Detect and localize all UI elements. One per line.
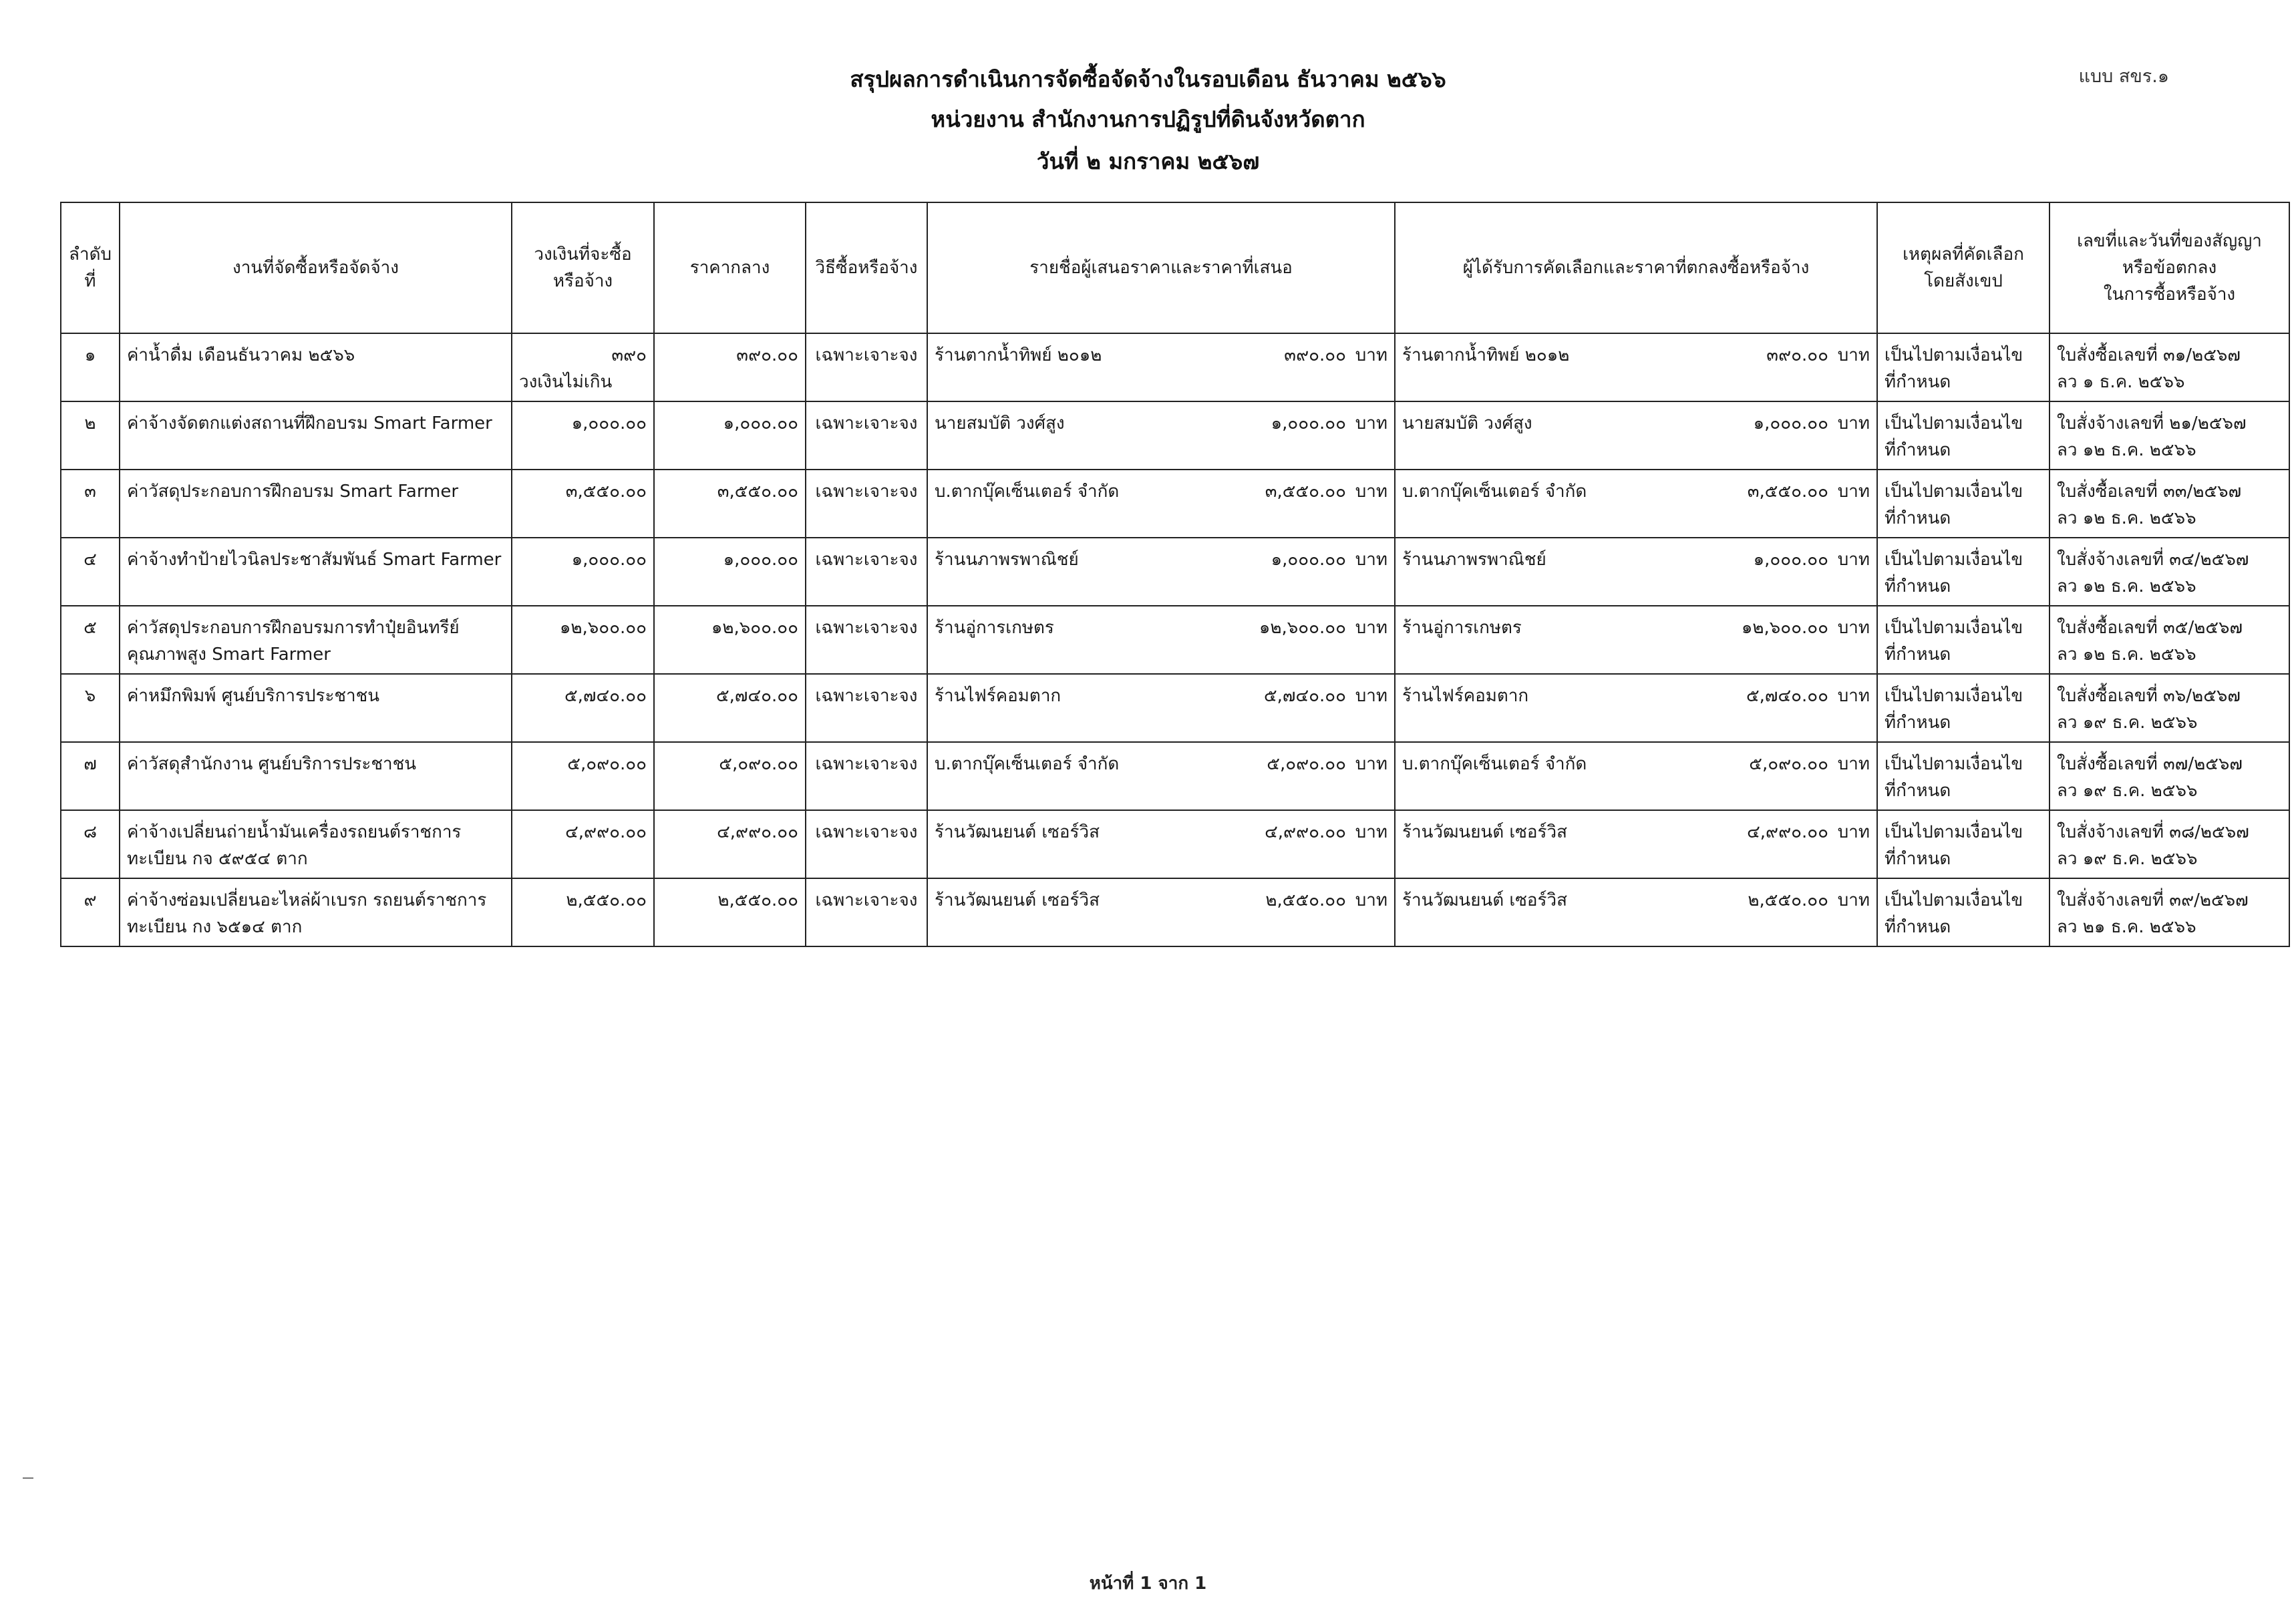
bidder-name: บ.ตากบุ๊คเซ็นเตอร์ จำกัด	[935, 754, 1120, 774]
procurement-item: ค่าจ้างซ่อมเปลี่ยนอะไหล่ผ้าเบรก รถยนต์ราชการ ทะเบียน กง ๖๕๑๔ ตาก	[120, 878, 512, 946]
winner-cell	[1395, 538, 1877, 606]
procurement-method: เฉพาะเจาะจง	[806, 401, 927, 470]
selection-reason: เป็นไปตามเงื่อนไข ที่กำหนด	[1877, 401, 2049, 470]
budget-amount: ๕,๐๙๐.๐๐	[512, 742, 654, 810]
table-row	[61, 538, 2289, 606]
bidder-name: ร้านตากน้ำทิพย์ ๒๐๑๒	[935, 345, 1102, 365]
col-header-budget: วงเงินที่จะซื้อ หรือจ้าง	[512, 202, 654, 333]
procurement-method: เฉพาะเจาะจง	[806, 674, 927, 742]
row-number: ๓	[61, 470, 120, 538]
table-row	[61, 401, 2289, 470]
procurement-item: ค่าน้ำดื่ม เดือนธันวาคม ๒๕๖๖	[120, 333, 512, 401]
procurement-item: ค่าจ้างเปลี่ยนถ่ายน้ำมันเครื่องรถยนต์ราชการ ทะเบียน กจ ๕๙๕๔ ตาก	[120, 810, 512, 878]
bidder-cell	[927, 810, 1395, 878]
median-price: ๔,๙๙๐.๐๐	[654, 810, 806, 878]
document-title: สรุปผลการดำเนินการจัดซื้อจัดจ้างในรอบเดือน ธันวาคม ๒๕๖๖	[850, 66, 1446, 92]
agreed-price: ๕,๗๔๐.๐๐	[1746, 686, 1828, 706]
budget-amount: ๔,๙๙๐.๐๐	[512, 810, 654, 878]
winner-name: ร้านนภาพรพาณิชย์	[1402, 550, 1546, 570]
bid-price: ๓,๕๕๐.๐๐	[1265, 482, 1346, 502]
procurement-item: ค่าวัสดุสำนักงาน ศูนย์บริการประชาชน	[120, 742, 512, 810]
winner-name: ร้านวัฒนยนต์ เซอร์วิส	[1402, 822, 1567, 842]
bidder-name: ร้านนภาพรพาณิชย์	[935, 550, 1079, 570]
bid-price: ๑๒,๖๐๐.๐๐	[1259, 618, 1346, 638]
currency-unit: บาท	[1355, 482, 1387, 502]
budget-amount: ๓,๕๕๐.๐๐	[512, 470, 654, 538]
procurement-item: ค่าวัสดุประกอบการฝึกอบรม Smart Farmer	[120, 470, 512, 538]
bidder-cell	[927, 878, 1395, 946]
winner-name: ร้านไฟร์คอมตาก	[1402, 686, 1529, 706]
currency-unit: บาท	[1837, 413, 1870, 433]
winner-cell	[1395, 878, 1877, 946]
bidder-name: ร้านอู่การเกษตร	[935, 618, 1054, 638]
median-price: ๑๒,๖๐๐.๐๐	[654, 606, 806, 674]
winner-name: บ.ตากบุ๊คเซ็นเตอร์ จำกัด	[1402, 482, 1587, 502]
winner-name: ร้านอู่การเกษตร	[1402, 618, 1522, 638]
budget-amount: ๑๒,๖๐๐.๐๐	[512, 606, 654, 674]
col-header-item: งานที่จัดซื้อหรือจัดจ้าง	[120, 202, 512, 333]
agreed-price: ๕,๐๙๐.๐๐	[1749, 754, 1828, 774]
currency-unit: บาท	[1837, 550, 1870, 570]
currency-unit: บาท	[1355, 754, 1387, 774]
contract-reference: ใบสั่งซื้อเลขที่ ๓๑/๒๕๖๗ ลว ๑ ธ.ค. ๒๕๖๖	[2049, 333, 2289, 401]
col-header-contract: เลขที่และวันที่ของสัญญา หรือข้อตกลง ในการซื้อหรือจ้าง	[2049, 202, 2289, 333]
winner-cell	[1395, 470, 1877, 538]
budget-amount: ๑,๐๐๐.๐๐	[512, 538, 654, 606]
table-row	[61, 878, 2289, 946]
table-row	[61, 810, 2289, 878]
contract-reference: ใบสั่งจ้างเลขที่ ๓๙/๒๕๖๗ ลว ๒๑ ธ.ค. ๒๕๖๖	[2049, 878, 2289, 946]
selection-reason: เป็นไปตามเงื่อนไข ที่กำหนด	[1877, 674, 2049, 742]
procurement-item: ค่าวัสดุประกอบการฝึกอบรมการทำปุ๋ยอินทรีย์ คุณภาพสูง Smart Farmer	[120, 606, 512, 674]
median-price: ๑,๐๐๐.๐๐	[654, 538, 806, 606]
winner-cell	[1395, 674, 1877, 742]
agreed-price: ๒,๕๕๐.๐๐	[1748, 890, 1828, 910]
bid-price: ๑,๐๐๐.๐๐	[1271, 550, 1346, 570]
procurement-table	[60, 202, 2290, 947]
bidder-name: นายสมบัติ วงศ์สูง	[935, 413, 1065, 433]
form-code: แบบ สขร.๑	[2078, 66, 2169, 87]
currency-unit: บาท	[1837, 890, 1870, 910]
median-price: ๕,๐๙๐.๐๐	[654, 742, 806, 810]
procurement-method: เฉพาะเจาะจง	[806, 538, 927, 606]
budget-amount: ๑,๐๐๐.๐๐	[512, 401, 654, 470]
col-header-winner: ผู้ได้รับการคัดเลือกและราคาที่ตกลงซื้อหรือจ้าง	[1395, 202, 1877, 333]
bid-price: ๕,๗๔๐.๐๐	[1263, 686, 1346, 706]
winner-cell	[1395, 810, 1877, 878]
bidder-cell	[927, 606, 1395, 674]
scan-edge-mark	[23, 1477, 33, 1479]
selection-reason: เป็นไปตามเงื่อนไข ที่กำหนด	[1877, 606, 2049, 674]
procurement-item: ค่าจ้างจัดตกแต่งสถานที่ฝึกอบรม Smart Farmer	[120, 401, 512, 470]
agreed-price: ๑,๐๐๐.๐๐	[1753, 413, 1828, 433]
median-price: ๓,๕๕๐.๐๐	[654, 470, 806, 538]
agreed-price: ๑๒,๖๐๐.๐๐	[1741, 618, 1828, 638]
currency-unit: บาท	[1355, 618, 1387, 638]
bidder-cell	[927, 333, 1395, 401]
col-header-reason: เหตุผลที่คัดเลือก โดยสังเขป	[1877, 202, 2049, 333]
procurement-method: เฉพาะเจาะจง	[806, 878, 927, 946]
bidder-name: บ.ตากบุ๊คเซ็นเตอร์ จำกัด	[935, 482, 1120, 502]
currency-unit: บาท	[1355, 686, 1387, 706]
selection-reason: เป็นไปตามเงื่อนไข ที่กำหนด	[1877, 742, 2049, 810]
bidder-name: ร้านวัฒนยนต์ เซอร์วิส	[935, 890, 1100, 910]
bidder-name: ร้านวัฒนยนต์ เซอร์วิส	[935, 822, 1100, 842]
procurement-method: เฉพาะเจาะจง	[806, 333, 927, 401]
row-number: ๕	[61, 606, 120, 674]
currency-unit: บาท	[1837, 345, 1870, 365]
median-price: ๕,๗๔๐.๐๐	[654, 674, 806, 742]
contract-reference: ใบสั่งซื้อเลขที่ ๓๖/๒๕๖๗ ลว ๑๙ ธ.ค. ๒๕๖๖	[2049, 674, 2289, 742]
bid-price: ๑,๐๐๐.๐๐	[1271, 413, 1346, 433]
currency-unit: บาท	[1355, 822, 1387, 842]
contract-reference: ใบสั่งจ้างเลขที่ ๓๘/๒๕๖๗ ลว ๑๙ ธ.ค. ๒๕๖๖	[2049, 810, 2289, 878]
col-header-no: ลำดับ ที่	[61, 202, 120, 333]
table-row	[61, 742, 2289, 810]
currency-unit: บาท	[1837, 822, 1870, 842]
page-number: หน้าที่ 1 จาก 1	[1089, 1574, 1207, 1594]
currency-unit: บาท	[1355, 413, 1387, 433]
contract-reference: ใบสั่งซื้อเลขที่ ๓๕/๒๕๖๗ ลว ๑๒ ธ.ค. ๒๕๖๖	[2049, 606, 2289, 674]
winner-name: ร้านวัฒนยนต์ เซอร์วิส	[1402, 890, 1567, 910]
procurement-method: เฉพาะเจาะจง	[806, 606, 927, 674]
contract-reference: ใบสั่งซื้อเลขที่ ๓๗/๒๕๖๗ ลว ๑๙ ธ.ค. ๒๕๖๖	[2049, 742, 2289, 810]
procurement-method: เฉพาะเจาะจง	[806, 742, 927, 810]
bidder-cell	[927, 742, 1395, 810]
budget-note: วงเงินไม่เกิน	[519, 372, 613, 393]
bid-price: ๓๙๐.๐๐	[1284, 345, 1346, 365]
agreed-price: ๓,๕๕๐.๐๐	[1747, 482, 1828, 502]
currency-unit: บาท	[1837, 754, 1870, 774]
budget-amount: ๓๙๐ วงเงินไม่เกิน	[512, 333, 654, 401]
contract-reference: ใบสั่งจ้างเลขที่ ๓๔/๒๕๖๗ ลว ๑๒ ธ.ค. ๒๕๖๖	[2049, 538, 2289, 606]
winner-cell	[1395, 401, 1877, 470]
row-number: ๖	[61, 674, 120, 742]
table-row	[61, 470, 2289, 538]
bidder-cell	[927, 674, 1395, 742]
contract-reference: ใบสั่งซื้อเลขที่ ๓๓/๒๕๖๗ ลว ๑๒ ธ.ค. ๒๕๖๖	[2049, 470, 2289, 538]
budget-amount: ๕,๗๔๐.๐๐	[512, 674, 654, 742]
procurement-method: เฉพาะเจาะจง	[806, 810, 927, 878]
col-header-bidders: รายชื่อผู้เสนอราคาและราคาที่เสนอ	[927, 202, 1395, 333]
budget-amount: ๒,๕๕๐.๐๐	[512, 878, 654, 946]
winner-name: นายสมบัติ วงศ์สูง	[1402, 413, 1532, 433]
table-row	[61, 606, 2289, 674]
median-price: ๑,๐๐๐.๐๐	[654, 401, 806, 470]
bidder-name: ร้านไฟร์คอมตาก	[935, 686, 1061, 706]
currency-unit: บาท	[1837, 686, 1870, 706]
agreed-price: ๔,๙๙๐.๐๐	[1747, 822, 1828, 842]
selection-reason: เป็นไปตามเงื่อนไข ที่กำหนด	[1877, 538, 2049, 606]
currency-unit: บาท	[1355, 890, 1387, 910]
currency-unit: บาท	[1837, 618, 1870, 638]
currency-unit: บาท	[1837, 482, 1870, 502]
winner-cell	[1395, 606, 1877, 674]
row-number: ๑	[61, 333, 120, 401]
bid-price: ๔,๙๙๐.๐๐	[1265, 822, 1346, 842]
bidder-cell	[927, 470, 1395, 538]
contract-reference: ใบสั่งจ้างเลขที่ ๒๑/๒๕๖๗ ลว ๑๒ ธ.ค. ๒๕๖๖	[2049, 401, 2289, 470]
selection-reason: เป็นไปตามเงื่อนไข ที่กำหนด	[1877, 470, 2049, 538]
winner-name: ร้านตากน้ำทิพย์ ๒๐๑๒	[1402, 345, 1570, 365]
agency-name: หน่วยงาน สำนักงานการปฏิรูปที่ดินจังหวัดตาก	[931, 106, 1365, 132]
bidder-cell	[927, 538, 1395, 606]
bidder-cell	[927, 401, 1395, 470]
row-number: ๒	[61, 401, 120, 470]
selection-reason: เป็นไปตามเงื่อนไข ที่กำหนด	[1877, 810, 2049, 878]
currency-unit: บาท	[1355, 550, 1387, 570]
winner-cell	[1395, 742, 1877, 810]
selection-reason: เป็นไปตามเงื่อนไข ที่กำหนด	[1877, 333, 2049, 401]
row-number: ๗	[61, 742, 120, 810]
document-date: วันที่ ๒ มกราคม ๒๕๖๗	[1036, 148, 1260, 174]
winner-cell	[1395, 333, 1877, 401]
median-price: ๒,๕๕๐.๐๐	[654, 878, 806, 946]
table-row	[61, 333, 2289, 401]
procurement-item: ค่าจ้างทำป้ายไวนิลประชาสัมพันธ์ Smart Farmer	[120, 538, 512, 606]
bid-price: ๕,๐๙๐.๐๐	[1267, 754, 1346, 774]
table-row	[61, 674, 2289, 742]
currency-unit: บาท	[1355, 345, 1387, 365]
row-number: ๙	[61, 878, 120, 946]
procurement-item: ค่าหมึกพิมพ์ ศูนย์บริการประชาชน	[120, 674, 512, 742]
col-header-median-price: ราคากลาง	[654, 202, 806, 333]
agreed-price: ๑,๐๐๐.๐๐	[1753, 550, 1828, 570]
procurement-method: เฉพาะเจาะจง	[806, 470, 927, 538]
col-header-method: วิธีซื้อหรือจ้าง	[806, 202, 927, 333]
bid-price: ๒,๕๕๐.๐๐	[1265, 890, 1346, 910]
median-price: ๓๙๐.๐๐	[654, 333, 806, 401]
row-number: ๘	[61, 810, 120, 878]
row-number: ๔	[61, 538, 120, 606]
selection-reason: เป็นไปตามเงื่อนไข ที่กำหนด	[1877, 878, 2049, 946]
agreed-price: ๓๙๐.๐๐	[1766, 345, 1828, 365]
table-header-row	[61, 202, 2289, 333]
winner-name: บ.ตากบุ๊คเซ็นเตอร์ จำกัด	[1402, 754, 1587, 774]
